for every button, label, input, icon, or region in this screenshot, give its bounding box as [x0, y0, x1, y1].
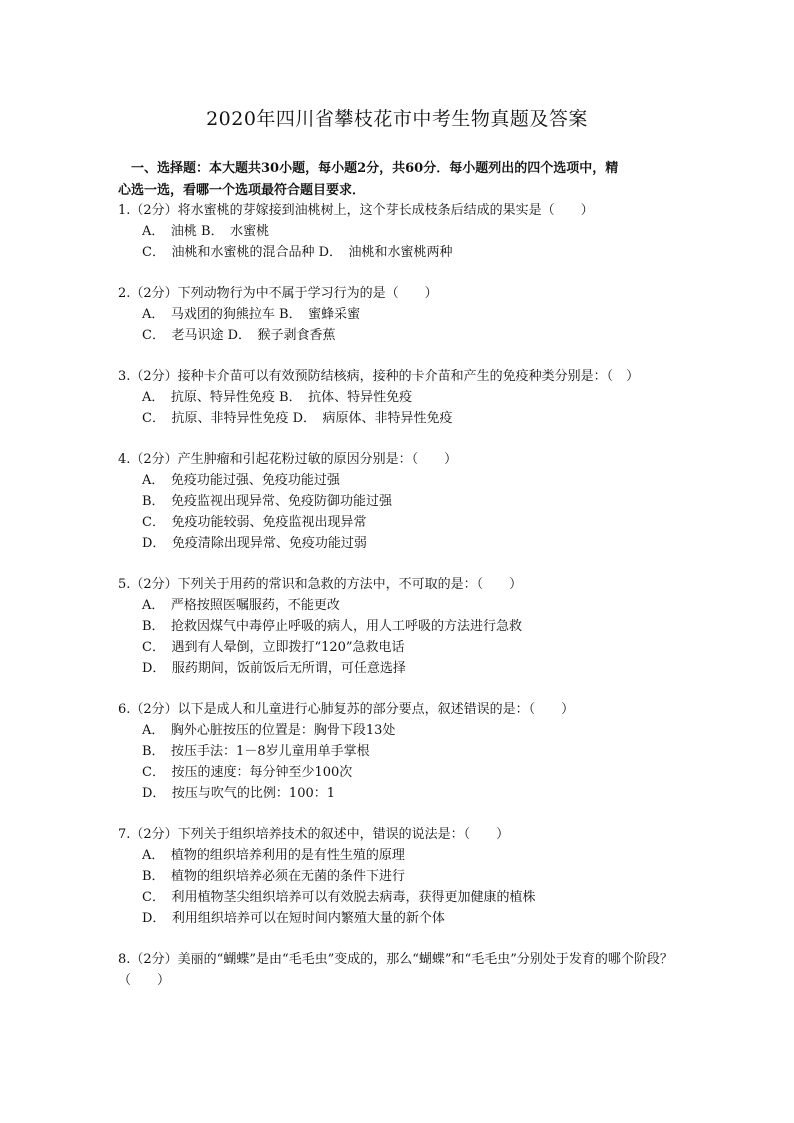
question-stem: 2.（2分）下列动物行为中不属于学习行为的是（ ） — [118, 286, 438, 301]
question-stem: 3.（2分）接种卡介苗可以有效预防结核病，接种的卡介苗和产生的免疫种类分别是：（ ） — [118, 369, 640, 384]
question-stem: 4.（2分）产生肿瘤和引起花粉过敏的原因分别是：（ ） — [118, 452, 458, 467]
question-6 — [118, 699, 678, 804]
option-line: A． 免疫功能过强、免疫功能过强 — [142, 473, 340, 488]
option-line: C． 油桃和水蜜桃的混合品种 D． 油桃和水蜜桃两种 — [142, 245, 453, 260]
option-line: B． 植物的组织培养必须在无菌的条件下进行 — [142, 869, 406, 884]
option-line: A． 抗原、特异性免疫 B． 抗体、特异性免疫 — [142, 390, 413, 405]
page-title: 2020年四川省攀枝花市中考生物真题及答案 — [206, 108, 588, 130]
question-list — [118, 200, 678, 1011]
option-line: B． 按压手法：1－8岁儿童用单手掌根 — [142, 744, 370, 759]
option-line: A． 严格按照医嘱服药，不能更改 — [142, 598, 340, 613]
option-line: B． 抢救因煤气中毒停止呼吸的病人，用人工呼吸的方法进行急救 — [142, 619, 523, 634]
section-heading — [118, 158, 678, 202]
question-3 — [118, 366, 678, 429]
option-line: B． 免疫监视出现异常、免疫防御功能过强 — [142, 494, 393, 509]
question-stem: 6.（2分）以下是成人和儿童进行心肺复苏的部分要点，叙述错误的是：（ ） — [118, 702, 575, 717]
question-stem: 8.（2分）美丽的“蝴蝶”是由“毛毛虫”变成的，那么“蝴蝶”和“毛毛虫”分别处于发育的哪个阶段？（ ） — [118, 952, 673, 988]
option-line: A． 油桃 B． 水蜜桃 — [142, 224, 270, 239]
question-1 — [118, 200, 678, 263]
question-5 — [118, 574, 678, 679]
option-line: D． 免疫清除出现异常、免疫功能过弱 — [142, 536, 367, 551]
option-line: C． 按压的速度：每分钟至少100次 — [142, 765, 353, 780]
option-line: A． 植物的组织培养利用的是有性生殖的原理 — [142, 848, 405, 863]
option-line: C． 遇到有人晕倒，立即拨打“120”急救电话 — [142, 640, 405, 655]
question-stem: 1.（2分）将水蜜桃的芽嫁接到油桃树上，这个芽长成枝条后结成的果实是（ ） — [118, 203, 594, 218]
option-line: A． 胸外心脏按压的位置是：胸骨下段13处 — [142, 723, 396, 738]
option-line: D． 服药期间，饭前饭后无所谓，可任意选择 — [142, 661, 406, 676]
question-8 — [118, 949, 678, 991]
question-stem: 5.（2分）下列关于用药的常识和急救的方法中，不可取的是：（ ） — [118, 577, 523, 592]
question-stem: 7.（2分）下列关于组织培养技术的叙述中，错误的说法是：（ ） — [118, 827, 510, 842]
option-line: A． 马戏团的狗熊拉车 B． 蜜蜂采蜜 — [142, 307, 361, 322]
option-line: D． 利用组织培养可以在短时间内繁殖大量的新个体 — [142, 911, 445, 926]
question-2 — [118, 283, 678, 346]
option-line: C． 老马识途 D． 猴子剥食香蕉 — [142, 328, 336, 343]
option-line: C． 抗原、非特异性免疫 D． 病原体、非特异性免疫 — [142, 411, 453, 426]
option-line: C． 利用植物茎尖组织培养可以有效脱去病毒，获得更加健康的植株 — [142, 890, 536, 905]
question-7 — [118, 824, 678, 929]
section-heading-line-2: 心选一选，看哪一个选项最符合题目要求． — [118, 183, 366, 198]
question-4 — [118, 449, 678, 554]
section-heading-line-1: 一、选择题：本大题共30小题，每小题2分，共60分．每小题列出的四个选项中，精 — [131, 161, 619, 176]
option-line: D． 按压与吹气的比例：100：1 — [142, 786, 336, 801]
option-line: C． 免疫功能较弱、免疫监视出现异常 — [142, 515, 367, 530]
